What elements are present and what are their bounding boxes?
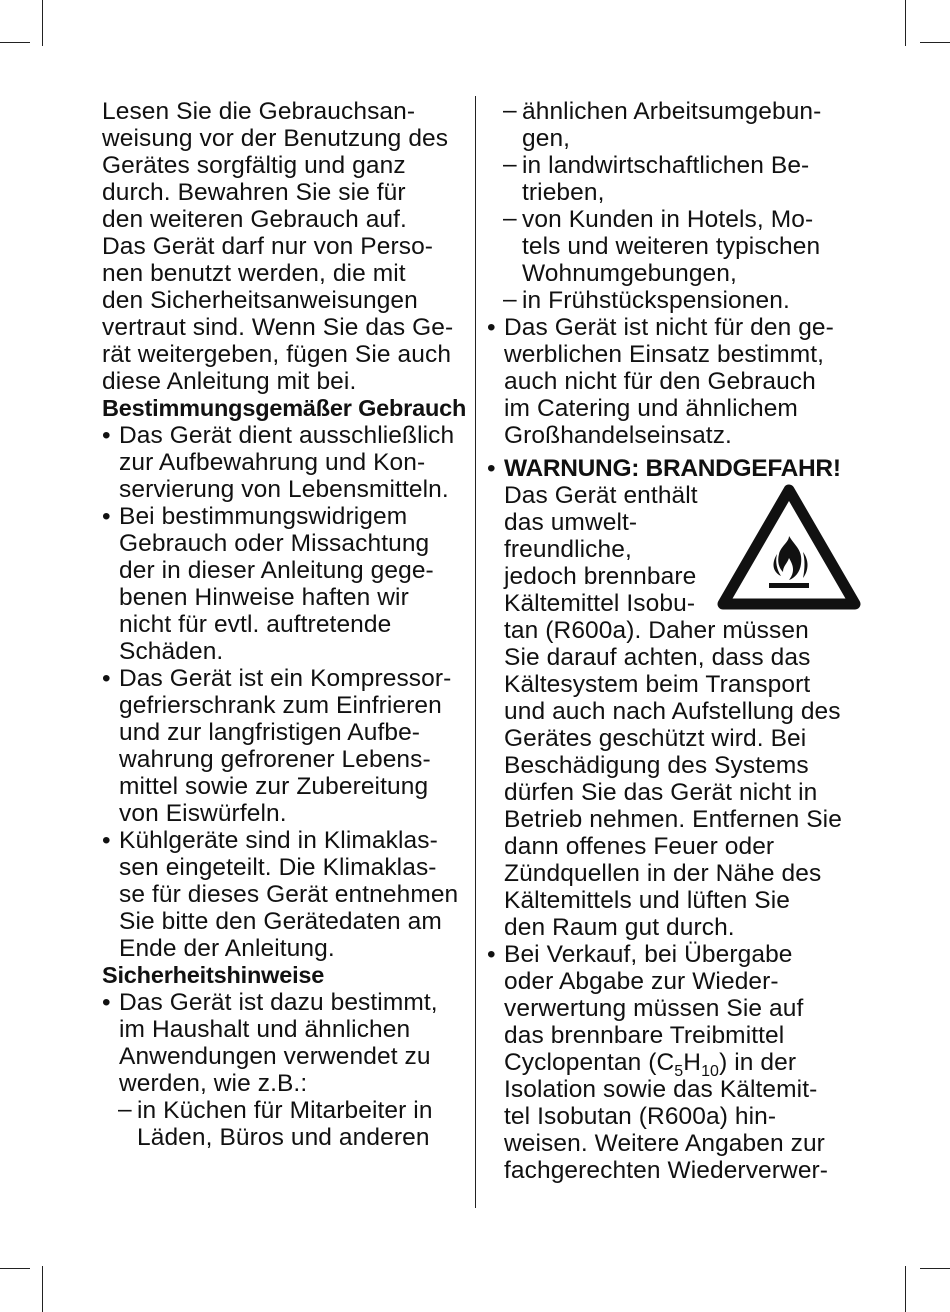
crop-mark: [0, 42, 30, 43]
crop-mark: [0, 1268, 30, 1269]
sub-list-item: – in landwirtschaftlichen Be- trieben,: [487, 152, 853, 206]
intro-paragraph: Lesen Sie die Gebrauchsan- weisung vor der Benutzung des Gerätes sorgfältig und ganz durch. Bewahren Sie sie für den weiteren Gebrauch auf. Das Gerät darf nur von Perso- nen benutzt werden, die mit den Sicherheitsanweisungen vertraut sind. Wenn Sie das Ge- rät weitergeben, fügen Sie auch diese Anleitung mit bei.: [102, 98, 454, 395]
crop-mark: [920, 1268, 950, 1269]
list-item: • Bei bestimmungswidrigem Gebrauch oder Missachtung der in dieser Anleitung gege- benen Hinweise haften wir nicht für evtl. auftretende Schäden.: [102, 503, 468, 665]
warning-item: • WARNUNG: BRANDGEFAHR! Das Gerät enthält das umwelt- freundliche, jedoch brennbare Kältemittel Isobu- tan (R600a). Daher müssen Sie darauf achten, dass das Kältesystem beim Transport und auch nach Aufstellung des Gerätes geschützt wird. Bei Beschädigung des Systems dürfen Sie das Gerät nicht in Betrieb nehmen. Entfernen Sie dann offenes Feuer oder Zündquellen in der Nähe des Kältemittels und lüften Sie den Raum gut durch.: [487, 455, 853, 941]
sub-list-item-continued: – ähnlichen Arbeitsumgebun- gen,: [487, 98, 853, 152]
flammable-warning-icon: [717, 484, 861, 611]
list-item: • Das Gerät ist dazu bestimmt, im Haushalt und ähnlichen Anwendungen verwendet zu werden, wie z.B.:: [102, 989, 468, 1097]
sub-list-item: – in Frühstückspensionen.: [487, 287, 853, 314]
sub-list-item: – in Küchen für Mitarbeiter in Läden, Büros und anderen: [102, 1097, 468, 1151]
right-column: [487, 98, 853, 1184]
crop-mark: [42, 0, 43, 46]
section-heading: Bestimmungsgemäßer Gebrauch: [102, 395, 467, 421]
crop-mark: [905, 0, 906, 46]
list-item: • Bei Verkauf, bei Übergabe oder Abgabe zur Wieder- verwertung müssen Sie auf das brennbare Treibmittel Cyclopentan $(C_5H_{10})$ in der Isolation sowie das Kältemit- tel Isobutan (R600a) hin- weisen. Weitere Angaben zur fachgerechten Wiederverwer-: [487, 941, 853, 1184]
column-divider: [475, 96, 476, 1208]
list-item: • Kühlgeräte sind in Klimaklas- sen eingeteilt. Die Klimaklas- se für dieses Gerät entnehmen Sie bitte den Gerätedaten am Ende der Anleitung.: [102, 827, 468, 962]
crop-mark: [905, 1266, 906, 1312]
list-item: • Das Gerät ist nicht für den ge- werblichen Einsatz bestimmt, auch nicht für den Gebrauch im Catering und ähnlichem Großhandelseinsatz.: [487, 314, 853, 449]
crop-mark: [920, 42, 950, 43]
section-heading: Sicherheitshinweise: [102, 962, 325, 988]
list-item: • Das Gerät ist ein Kompressor- gefrierschrank zum Einfrieren und zur langfristigen Aufbe- wahrung gefrorener Lebens- mittel sowie zur Zubereitung von Eiswürfeln.: [102, 665, 468, 827]
crop-mark: [42, 1266, 43, 1312]
sub-list-item: – von Kunden in Hotels, Mo- tels und weiteren typischen Wohnumgebungen,: [487, 206, 853, 287]
warning-title: WARNUNG: BRANDGEFAHR!: [504, 455, 841, 482]
left-column: [102, 98, 468, 1151]
list-item: • Das Gerät dient ausschließlich zur Aufbewahrung und Kon- servierung von Lebensmitteln.: [102, 422, 468, 503]
